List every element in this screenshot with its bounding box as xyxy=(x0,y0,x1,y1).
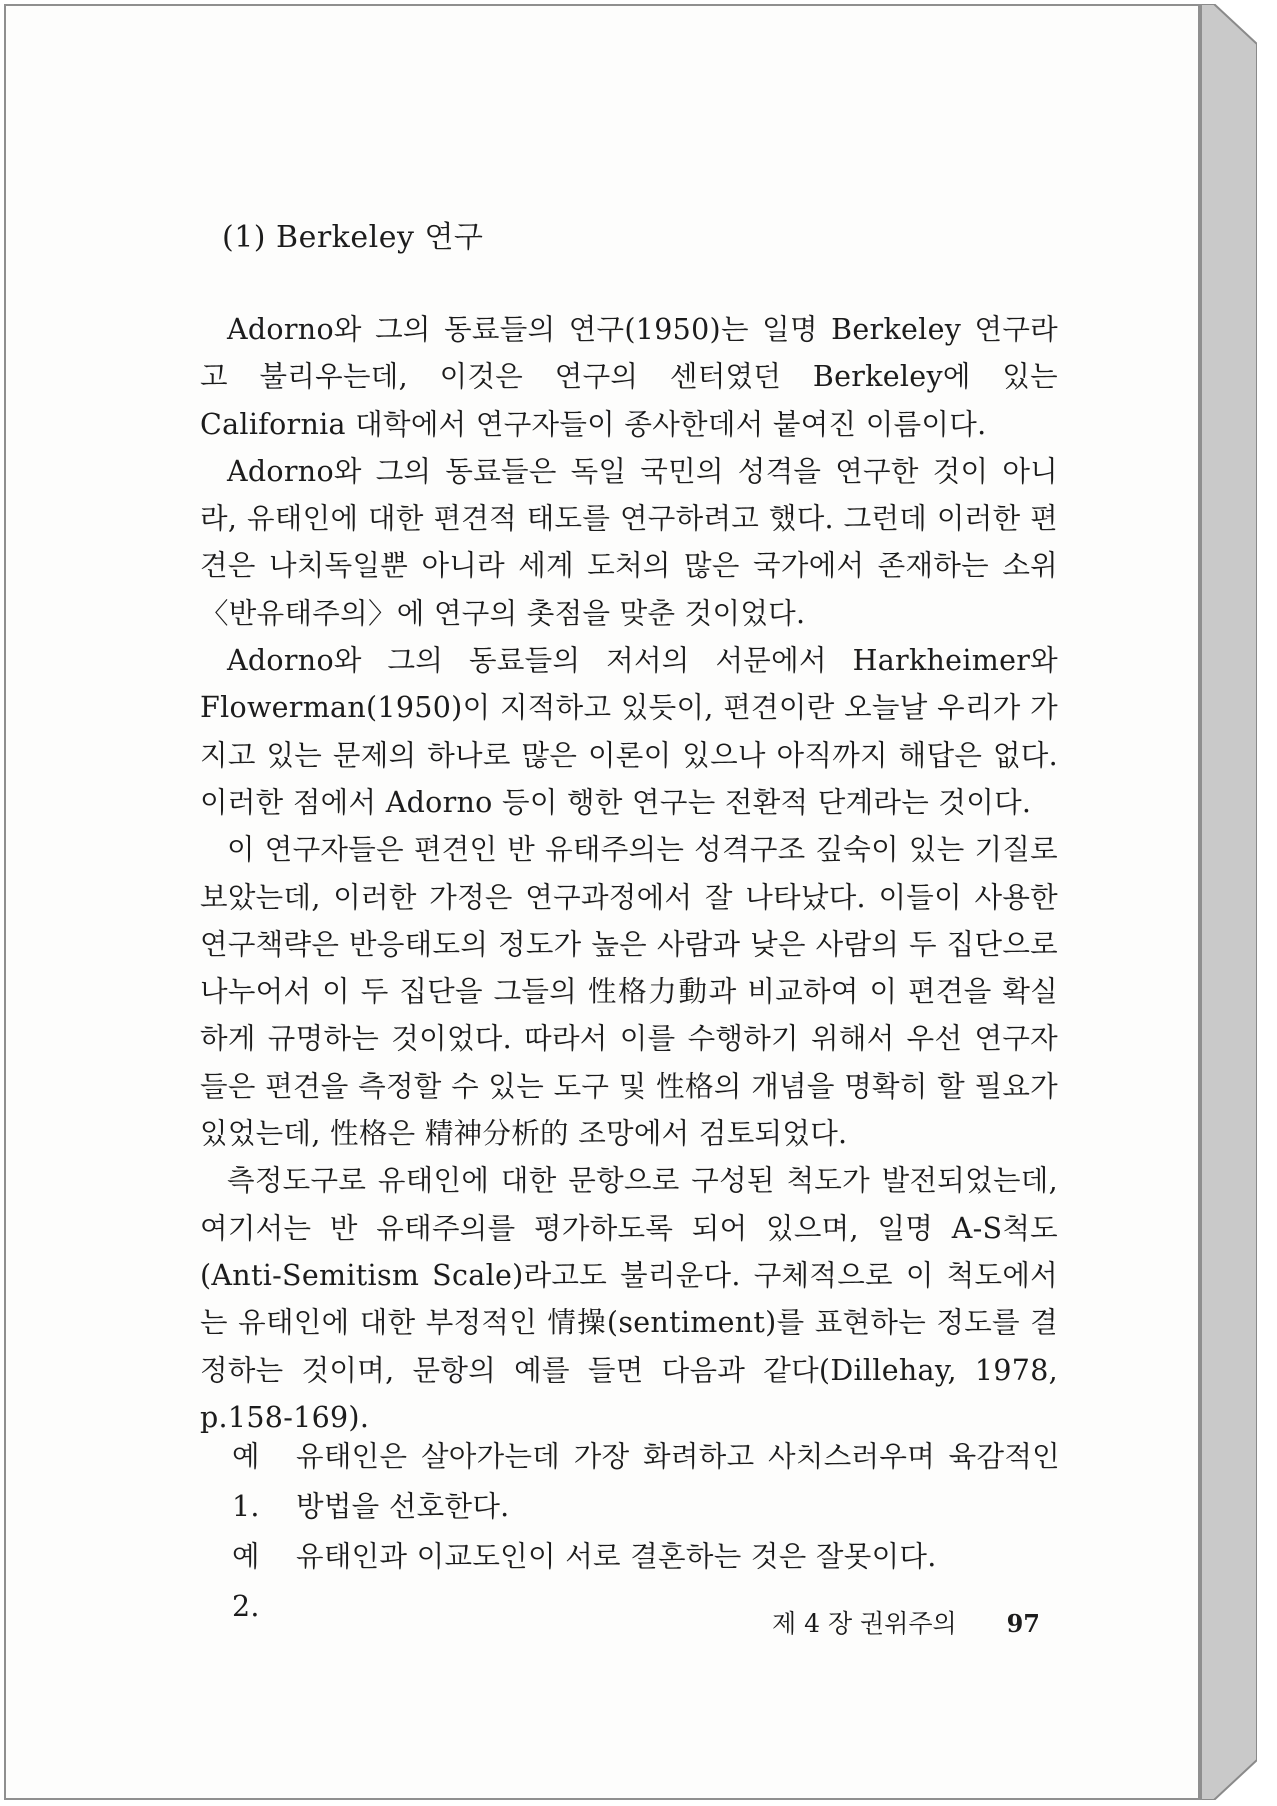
book-spine xyxy=(1200,4,1257,1800)
body-text xyxy=(200,306,1058,1441)
example-item xyxy=(232,1432,1060,1532)
paragraph-preface: Adorno와 그의 동료들의 저서의 서문에서 Harkheimer와 Flowerman(1950)이 지적하고 있듯이, 편견이란 오늘날 우리가 가지고 있는 문제의 하나로 많은 이론이 있으나 아직까지 해답은 없다. 이러한 점에서 Adorno 등이 행한 연구는 전환적 단계라는 것이다. xyxy=(200,644,1058,819)
paragraph-as-scale: 측정도구로 유태인에 대한 문항으로 구성된 척도가 발전되었는데, 여기서는 반 유태주의를 평가하도록 되어 있으며, 일명 A-S척도(Anti-Semitism Scale)라고도 불리운다. 구체적으로 이 척도에서는 유태인에 대한 부정적인 情操(sentiment)를 표현하는 정도를 결정하는 것이며, 문항의 예를 들면 다음과 같다(Dillehay, 1978, p.158-169). xyxy=(200,1164,1058,1434)
paragraph-berkeley-intro: Adorno와 그의 동료들의 연구(1950)는 일명 Berkeley 연구라고 불리우는데, 이것은 연구의 센터였던 Berkeley에 있는 California 대학에서 연구자들이 종사한데서 붙여진 이름이다. xyxy=(200,313,1058,441)
chapter-title: 제 4 장 권위주의 xyxy=(772,1609,957,1638)
section-heading: (1) Berkeley 연구 xyxy=(222,220,484,255)
paragraph-anti-semitism-focus: Adorno와 그의 동료들은 독일 국민의 성격을 연구한 것이 아니라, 유태인에 대한 편견적 태도를 연구하려고 했다. 그런데 이러한 편견은 나치독일뿐 아니라 세계 도처의 많은 국가에서 존재하는 소위 〈반유태주의〉에 연구의 촛점을 맞춘 것이었다. xyxy=(200,454,1058,630)
example-list xyxy=(232,1432,1060,1632)
example-label: 예 1. xyxy=(232,1440,260,1523)
example-text: 유태인은 살아가는데 가장 화려하고 사치스러우며 육감적인 방법을 선호한다. xyxy=(296,1440,1060,1523)
running-footer xyxy=(772,1604,1040,1640)
example-label: 예 2. xyxy=(232,1540,260,1623)
paragraph-research-strategy: 이 연구자들은 편견인 반 유태주의는 성격구조 깊숙이 있는 기질로 보았는데, 이러한 가정은 연구과정에서 잘 나타났다. 이들이 사용한 연구책략은 반응태도의 정도가 높은 사람과 낮은 사람의 두 집단으로 나누어서 이 두 집단을 그들의 性格力動과 비교하여 이 편견을 확실하게 규명하는 것이었다. 따라서 이를 수행하기 위해서 우선 연구자들은 편견을 측정할 수 있는 도구 및 性格의 개념을 명확히 할 필요가 있었는데, 性格은 精神分析的 조망에서 검토되었다. xyxy=(200,833,1058,1151)
page-number: 97 xyxy=(1006,1609,1040,1638)
example-text: 유태인과 이교도인이 서로 결혼하는 것은 잘못이다. xyxy=(296,1540,937,1573)
